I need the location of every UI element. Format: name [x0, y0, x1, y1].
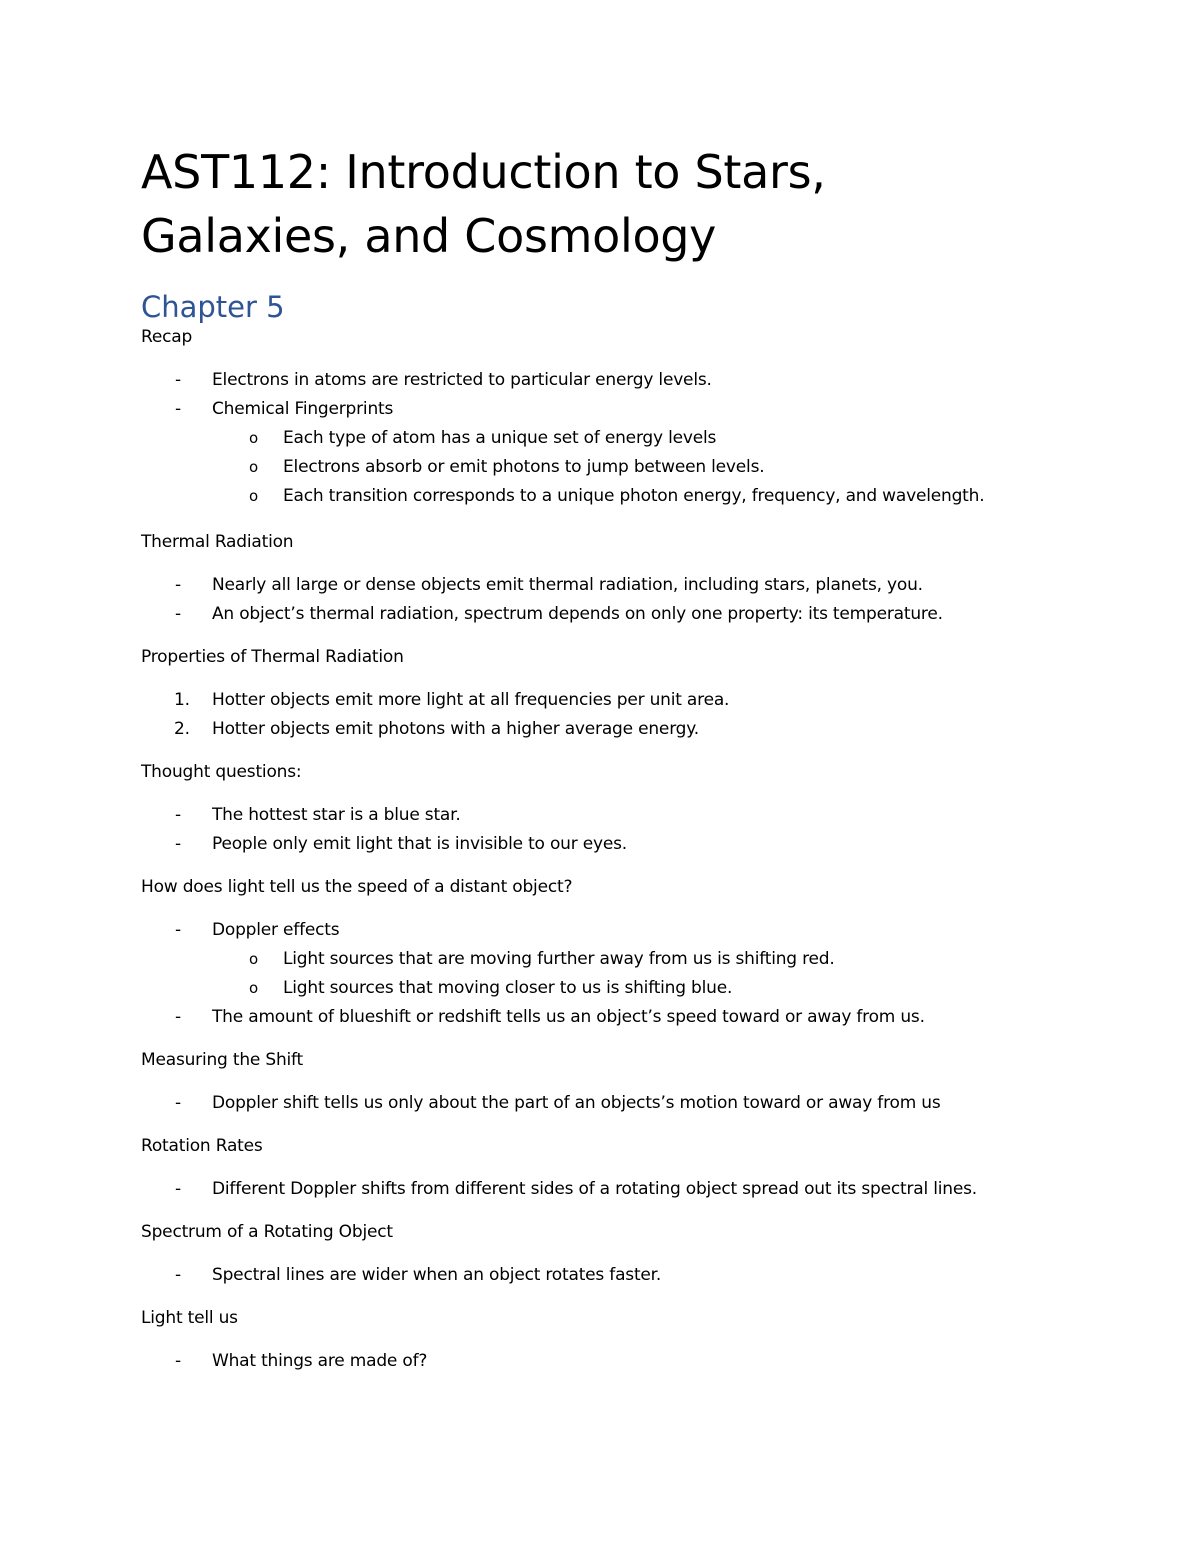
list-item: - An object’s thermal radiation, spectrum depends on only one property: its temperature.	[141, 600, 1101, 629]
section-heading-light: Light tell us	[141, 1308, 238, 1328]
number-marker: 1.	[174, 690, 190, 710]
dash-marker: -	[175, 1007, 181, 1027]
circle-marker: o	[249, 458, 258, 476]
measuring-list	[141, 1089, 1101, 1118]
dash-marker: -	[175, 1265, 181, 1285]
speed-list-continued	[141, 1003, 1101, 1032]
dash-marker: -	[175, 1179, 181, 1199]
list-item: - Different Doppler shifts from different sides of a rotating object spread out its spectral lines.	[141, 1175, 1101, 1204]
dash-marker: -	[175, 920, 181, 940]
section-heading-thermal: Thermal Radiation	[141, 532, 294, 552]
document-body	[141, 323, 1101, 1376]
list-item: - Doppler shift tells us only about the part of an objects’s motion toward or away from us	[141, 1089, 1101, 1118]
list-item: - Nearly all large or dense objects emit thermal radiation, including stars, planets, you.	[141, 571, 1101, 600]
circle-marker: o	[249, 979, 258, 997]
list-item: - Spectral lines are wider when an object rotates faster.	[141, 1261, 1101, 1290]
dash-marker: -	[175, 1351, 181, 1371]
dash-marker: -	[175, 370, 181, 390]
list-item: - Chemical Fingerprints	[141, 395, 1101, 424]
properties-list	[141, 686, 1101, 744]
section-heading-recap: Recap	[141, 327, 193, 347]
title-line-1: AST112: Introduction to Stars,	[141, 145, 826, 199]
dash-marker: -	[175, 575, 181, 595]
sub-list-item: o Electrons absorb or emit photons to jump between levels.	[212, 453, 1101, 482]
light-list	[141, 1347, 1101, 1376]
thought-list	[141, 801, 1101, 859]
circle-marker: o	[249, 950, 258, 968]
section-heading-spectrum: Spectrum of a Rotating Object	[141, 1222, 393, 1242]
list-item: - People only emit light that is invisible to our eyes.	[141, 830, 1101, 859]
document-title	[141, 140, 1101, 268]
dash-marker: -	[175, 1093, 181, 1113]
recap-list	[141, 366, 1101, 424]
dash-marker: -	[175, 604, 181, 624]
dash-marker: -	[175, 834, 181, 854]
section-heading-measuring: Measuring the Shift	[141, 1050, 303, 1070]
sub-list-item: o Each type of atom has a unique set of energy levels	[212, 424, 1101, 453]
recap-sublist	[141, 424, 1101, 511]
section-heading-thought: Thought questions:	[141, 762, 302, 782]
dash-marker: -	[175, 805, 181, 825]
rotation-list	[141, 1175, 1101, 1204]
thermal-list	[141, 571, 1101, 629]
dash-marker: -	[175, 399, 181, 419]
list-item: 2. Hotter objects emit photons with a higher average energy.	[141, 715, 1101, 744]
spectrum-list	[141, 1261, 1101, 1290]
sub-list-item: o Light sources that are moving further away from us is shifting red.	[212, 945, 1101, 974]
list-item: - Doppler effects	[141, 916, 1101, 945]
list-item: - The amount of blueshift or redshift tells us an object’s speed toward or away from us.	[141, 1003, 1101, 1032]
speed-sublist	[141, 945, 1101, 1003]
section-heading-properties: Properties of Thermal Radiation	[141, 647, 404, 667]
speed-list	[141, 916, 1101, 945]
chapter-heading: Chapter 5	[141, 290, 285, 324]
list-item: 1. Hotter objects emit more light at all frequencies per unit area.	[141, 686, 1101, 715]
list-item: - The hottest star is a blue star.	[141, 801, 1101, 830]
section-heading-speed: How does light tell us the speed of a distant object?	[141, 877, 573, 897]
circle-marker: o	[249, 487, 258, 505]
sub-list-item: o Each transition corresponds to a unique photon energy, frequency, and wavelength.	[212, 482, 1101, 511]
title-line-2: Galaxies, and Cosmology	[141, 209, 717, 263]
sub-list-item: o Light sources that moving closer to us is shifting blue.	[212, 974, 1101, 1003]
list-item: - Electrons in atoms are restricted to particular energy levels.	[141, 366, 1101, 395]
document-page	[141, 140, 1101, 1376]
list-item: - What things are made of?	[141, 1347, 1101, 1376]
circle-marker: o	[249, 429, 258, 447]
section-heading-rotation: Rotation Rates	[141, 1136, 263, 1156]
number-marker: 2.	[174, 719, 190, 739]
